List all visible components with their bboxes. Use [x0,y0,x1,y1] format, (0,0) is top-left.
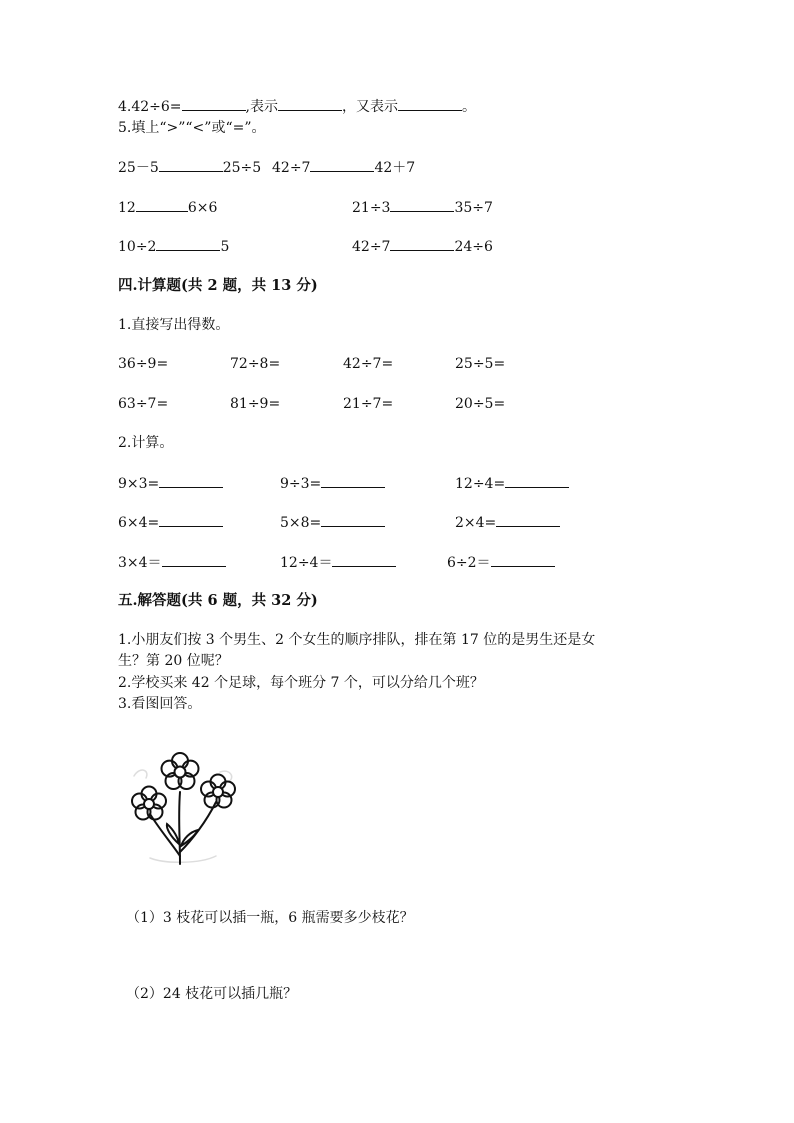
section-5-question-1-line-2: 生？第 20 位呢？ [118,653,229,669]
calc-item [118,473,223,494]
compare-right: 5 [220,239,230,255]
calc-item [118,552,226,573]
compare-item [352,236,493,257]
calc-expression: 9÷3= [280,476,322,492]
q4-answer-blank-1[interactable] [182,96,246,111]
calc-expression: 9×3= [118,476,160,492]
question-4 [118,96,476,117]
compare-left: 42÷7 [272,160,311,176]
compare-right: 35÷7 [454,200,493,216]
section-5-question-3: 3.看图回答。 [118,696,202,712]
calc-expression: 6×4= [118,515,160,531]
calc-expression: 2×4= [455,515,497,531]
compare-blank[interactable] [390,236,454,251]
calc-answer-blank[interactable] [162,552,226,567]
direct-item: 81÷9= [230,396,281,412]
compare-blank[interactable] [156,236,220,251]
calc-expression: 6÷2＝ [447,555,491,571]
direct-item: 36÷9= [118,356,169,372]
calc-answer-blank[interactable] [491,552,555,567]
compare-item [118,236,229,257]
compare-item [118,157,261,178]
q4-sep1: ,表示 [245,99,278,115]
calc-expression: 3×4＝ [118,555,162,571]
q4-sep2: ，又表示 [342,99,398,115]
compare-right: 6×6 [187,200,218,216]
section-4-question-2: 2.计算。 [118,435,174,451]
calc-answer-blank[interactable] [321,473,385,488]
compare-blank[interactable] [310,157,374,172]
calc-item [455,473,569,494]
calc-item [280,552,396,573]
compare-left: 21÷3 [352,200,391,216]
compare-right: 42＋7 [374,160,416,176]
compare-right: 25÷5 [222,160,262,176]
direct-item: 63÷7= [118,396,169,412]
direct-item: 21÷7= [343,396,394,412]
q4-prefix: 4.42÷6= [118,99,182,115]
sub-question-2: （2）24 枝花可以插几瓶？ [126,986,298,1002]
compare-left: 10÷2 [118,239,157,255]
compare-item [352,197,493,218]
compare-item [272,157,415,178]
compare-blank[interactable] [159,157,223,172]
calc-expression: 12÷4＝ [280,555,333,571]
compare-left: 42÷7 [352,239,391,255]
section-4-question-1: 1.直接写出得数。 [118,317,230,333]
calc-answer-blank[interactable] [159,473,223,488]
compare-blank[interactable] [136,197,188,212]
calc-item [447,552,555,573]
calc-answer-blank[interactable] [332,552,396,567]
direct-item: 42÷7= [343,356,394,372]
compare-left: 25－5 [118,160,159,176]
calc-answer-blank[interactable] [496,512,560,527]
calc-item [280,473,385,494]
calc-item [280,512,385,533]
section-5-question-2: 2.学校买来 42 个足球，每个班分 7 个，可以分给几个班？ [118,675,484,691]
calc-answer-blank[interactable] [159,512,223,527]
q4-answer-blank-2[interactable] [278,96,342,111]
calc-expression: 12÷4= [455,476,506,492]
direct-item: 20÷5= [455,396,506,412]
calc-answer-blank[interactable] [505,473,569,488]
calc-expression: 5×8= [280,515,322,531]
q4-end: 。 [462,99,476,115]
q4-answer-blank-3[interactable] [398,96,462,111]
calc-answer-blank[interactable] [321,512,385,527]
calc-item [455,512,560,533]
sub-question-1: （1）3 枝花可以插一瓶，6 瓶需要多少枝花？ [126,910,414,926]
direct-item: 25÷5= [455,356,506,372]
compare-right: 24÷6 [454,239,493,255]
section-4-heading: 四.计算题(共 2 题，共 13 分) [118,277,318,294]
flower-bouquet-icon [120,748,245,872]
compare-item [118,197,217,218]
calc-item [118,512,223,533]
question-5: 5.填上“>”“<”或“=”。 [118,120,266,136]
section-5-question-1-line-1: 1.小朋友们按 3 个男生、2 个女生的顺序排队，排在第 17 位的是男生还是女 [118,632,596,648]
compare-blank[interactable] [390,197,454,212]
section-5-heading: 五.解答题(共 6 题，共 32 分) [118,592,318,609]
direct-item: 72÷8= [230,356,281,372]
compare-left: 12 [118,200,136,216]
